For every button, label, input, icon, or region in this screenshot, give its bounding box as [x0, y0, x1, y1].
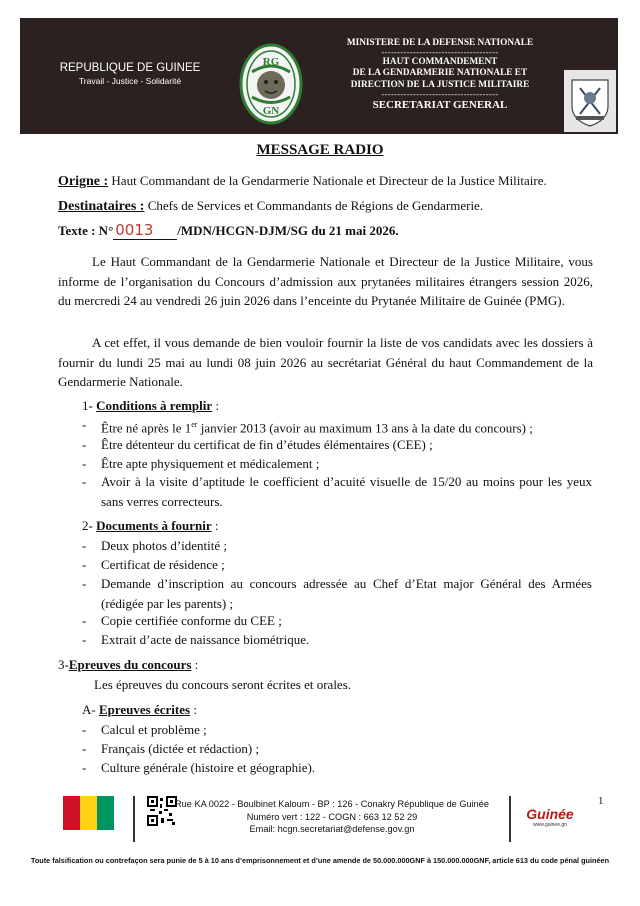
section-number: 3- [58, 657, 69, 672]
paragraph-request: A cet effet, il vous demande de bien vouloir fournir la liste de vos candidats avec les dossiers à fournir du lundi 25 mai au lundi 08 juin 2026 au secrétariat Général du haut Commandement de la Gendarmerie Nationale. [58, 335, 593, 390]
subsection-colon: : [190, 702, 197, 717]
origin-label: Origne : [58, 174, 109, 189]
secretariat-name: SECRETARIAT GENERAL [372, 98, 508, 111]
republic-block [40, 62, 220, 86]
recipients-line [58, 198, 483, 215]
origin-line [58, 173, 547, 190]
section-documents-heading [82, 518, 219, 534]
paragraph-intro: Le Haut Commandant de la Gendarmerie Nationale et Directeur de la Justice Militaire, vous informe de l’organisation du Concours d’admission aux prytanées militaires étrangers session 2026, du mercredi 24 au vendredi 26 juin 2026 dans l’enceinte du Prytanée Militaire de Guinée (PMG). [58, 254, 593, 309]
ministry-name: MINISTERE DE LA DEFENSE NATIONALE [346, 38, 534, 48]
list-bullet: - [82, 760, 87, 775]
national-motto: Travail - Justice - Solidarité [78, 76, 182, 86]
ministry-block [320, 38, 560, 111]
list-bullet: - [82, 474, 87, 489]
command-line-2: DE LA GENDARMERIE NATIONALE ET [352, 68, 528, 79]
list-bullet: - [82, 557, 87, 572]
section-colon: : [191, 657, 199, 672]
list-item [82, 630, 592, 650]
list-item-text: Culture générale (histoire et géographie). [101, 760, 316, 775]
command-line-3: DIRECTION DE LA JUSTICE MILITAIRE [350, 79, 530, 90]
subsection-written-heading [82, 702, 197, 718]
list-bullet: - [82, 456, 87, 471]
reference-line [58, 221, 399, 240]
subsection-number: A- [82, 702, 96, 717]
section-title: Epreuves du concours [68, 657, 192, 672]
footer-email: Email: hcgn.secretariat@defense.gov.gn [249, 824, 415, 835]
list-item [82, 574, 592, 613]
republic-name: REPUBLIQUE DE GUINEE [59, 62, 201, 74]
list-item-text: Deux photos d’identité ; [101, 538, 228, 553]
footer-phone: Numéro vert : 122 - COGN : 663 12 52 29 [246, 811, 418, 822]
list-item-text: Demande d’inscription au concours adressée au Chef d’Etat major Général des Armées (rédigée par les parents) ; [101, 576, 592, 611]
guinee-logo-text: Guinée [526, 806, 574, 822]
footer-address: Rue KA 0022 - Boulbinet Kaloum - BP : 126 - Conakry République de Guinée [175, 799, 489, 809]
list-bullet: - [82, 538, 87, 553]
list-item-text: Français (dictée et rédaction) ; [101, 741, 260, 756]
military-crest-icon [564, 70, 616, 132]
section-colon: : [211, 518, 219, 533]
list-item-text: Extrait d’acte de naissance biométrique. [101, 632, 310, 647]
divider-dashes: ------------------------------------- [381, 48, 499, 58]
guinea-flag-icon [63, 796, 114, 830]
list-item-text: Calcul et problème ; [101, 722, 207, 737]
section-title: Conditions à remplir [96, 398, 213, 413]
command-line-1: HAUT COMMANDEMENT [382, 57, 498, 68]
list-item-text: Avoir à la visite d’aptitude le coefficient d’acuité visuelle de 15/20 au moins pour les yeux sans verres correcteurs. [101, 474, 592, 509]
document-title: MESSAGE RADIO [256, 142, 384, 158]
divider-dashes: ------------------------------------- [381, 89, 499, 99]
emblem-text-bottom: GN [262, 105, 280, 117]
footer-divider [509, 796, 511, 842]
subsection-title: Epreuves écrites [98, 702, 191, 717]
reference-number: 0013 [113, 221, 177, 240]
list-item-text: Copie certifiée conforme du CEE ; [101, 613, 282, 628]
emblem-text-top: RG [262, 56, 280, 68]
origin-text: Haut Commandant de la Gendarmerie Nationale et Directeur de la Justice Militaire. [111, 173, 547, 188]
list-bullet: - [82, 613, 87, 628]
list-item [82, 739, 592, 759]
list-bullet: - [82, 741, 87, 756]
list-item [82, 611, 592, 631]
list-item [82, 555, 592, 575]
list-bullet: - [82, 722, 87, 737]
footer-contact [172, 798, 492, 836]
list-item [82, 454, 592, 474]
list-item [82, 720, 592, 740]
list-bullet: - [82, 437, 87, 452]
list-bullet: - [82, 632, 87, 647]
recipients-text: Chefs de Services et Commandants de Régions de Gendarmerie. [147, 198, 484, 213]
list-bullet: - [82, 417, 87, 432]
guinee-logo-url: www.guinee.gn [533, 822, 567, 828]
reference-label: Texte : N° [58, 223, 114, 238]
list-item [82, 536, 592, 556]
reference-suffix: /MDN/HCGN-DJM/SG du 21 mai 2026. [177, 223, 399, 238]
list-item [82, 758, 592, 778]
letterhead-banner [20, 18, 618, 134]
list-item [82, 435, 592, 455]
footer-divider [133, 796, 135, 842]
guinee-brand-logo [520, 806, 580, 828]
section-exams-heading [58, 657, 198, 673]
legal-notice: Toute falsification ou contrefaçon sera punie de 5 à 10 ans d’emprisonnement et d’une amende de 50.000.000GNF à 150.000.000GNF, article 613 du code pénal guinéen [30, 856, 610, 865]
section-title: Documents à fournir [96, 518, 212, 533]
page-number: 1 [598, 795, 604, 807]
list-item-text: Être apte physiquement et médicalement ; [101, 456, 320, 471]
list-item-text: Être né après le 1er janvier 2013 (avoir au maximum 13 ans à la date du concours) ; [101, 420, 533, 436]
list-item-text: Être détenteur du certificat de fin d’études élémentaires (CEE) ; [101, 437, 433, 452]
list-item-text: Certificat de résidence ; [101, 557, 225, 572]
list-item [82, 472, 592, 511]
section-conditions-heading [82, 398, 219, 414]
section-number: 2- [82, 518, 93, 533]
exams-description: Les épreuves du concours seront écrites et orales. [94, 677, 352, 692]
gendarmerie-emblem-icon [238, 42, 304, 126]
section-colon: : [212, 398, 220, 413]
list-bullet: - [82, 576, 87, 591]
recipients-label: Destinataires : [58, 199, 145, 214]
section-number: 1- [82, 398, 93, 413]
